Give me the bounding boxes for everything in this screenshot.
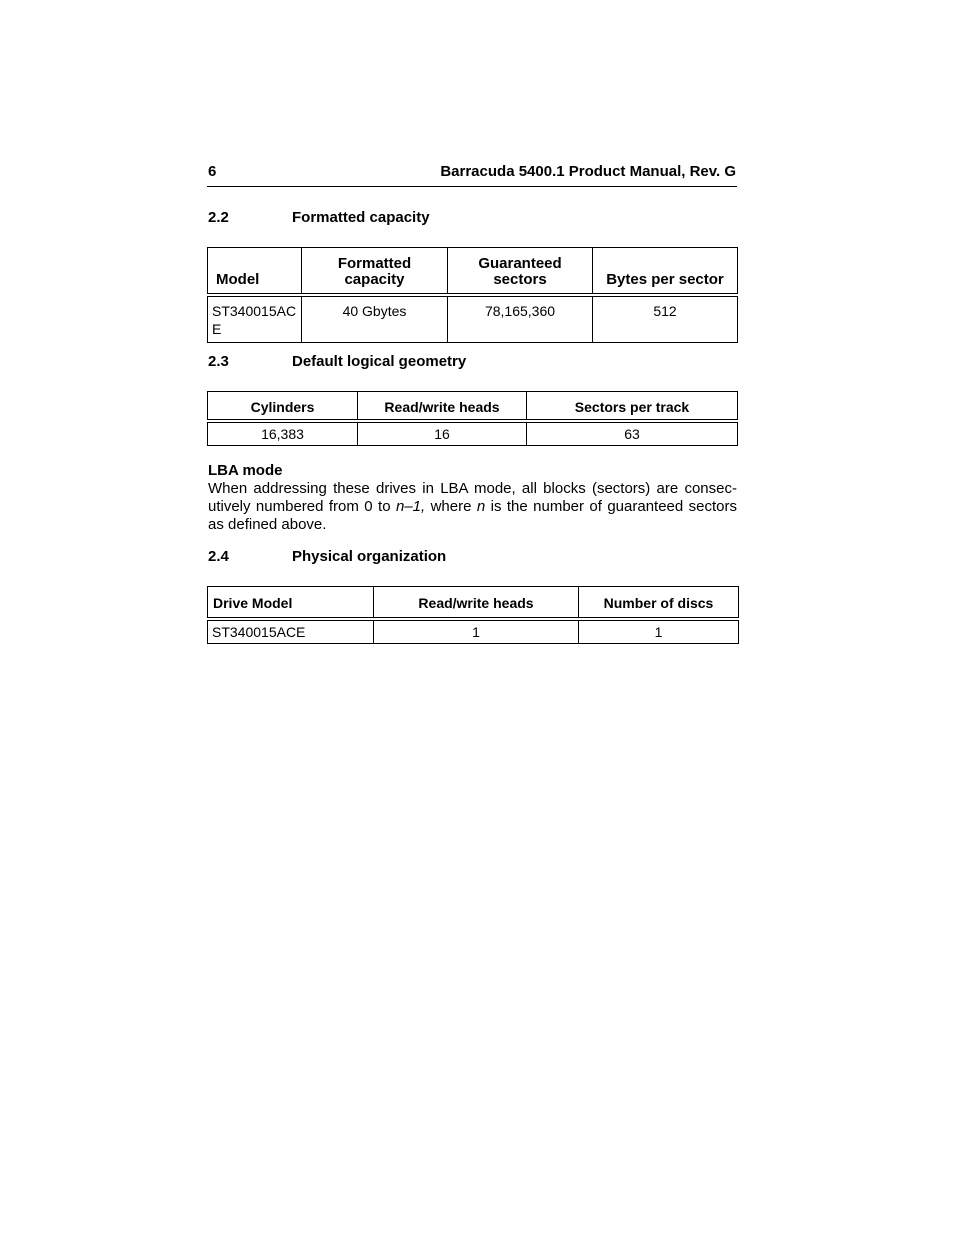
header-rule [207,186,737,187]
logical-geometry-table [207,391,738,446]
column-header: Drive Model [208,587,374,620]
column-header: Bytes per sector [593,248,738,296]
document-title: Barracuda 5400.1 Product Manual, Rev. G [440,163,736,180]
section-number-2-4: 2.4 [208,548,229,565]
lba-mode-paragraph [208,480,737,534]
formatted-capacity-table [207,247,738,343]
lba-text-part: where [425,498,477,515]
lba-mode-heading: LBA mode [208,462,283,479]
column-header: Sectors per track [527,392,738,422]
column-header: Model [208,248,302,296]
table-cell: 16,383 [208,421,358,446]
column-header: Number of discs [579,587,739,620]
table-cell: 1 [579,619,739,644]
physical-organization-table [207,586,739,644]
table-cell: 78,165,360 [448,295,593,343]
section-number-2-3: 2.3 [208,353,229,370]
lba-text-part: is the number of guaranteed sectors as defined above. [208,498,737,533]
table-row [208,295,738,343]
table-cell: 40 Gbytes [302,295,448,343]
section-title-physical-organization: Physical organization [292,548,447,565]
section-title-formatted-capacity: Formatted capacity [292,209,430,226]
column-header: Read/write heads [374,587,579,620]
section-number-2-2: 2.2 [208,209,229,226]
table-cell: 1 [374,619,579,644]
table-cell: 512 [593,295,738,343]
table-cell: ST340015ACE [208,619,374,644]
table-cell: ST340015ACE [208,295,302,343]
table-header-row [208,392,738,422]
table-row [208,619,739,644]
column-header: Read/write heads [358,392,527,422]
page-number: 6 [208,163,217,180]
column-header: Cylinders [208,392,358,422]
lba-n-minus-1: n–1, [395,498,426,515]
lba-n: n [476,498,486,515]
table-header-row [208,587,739,620]
table-row [208,421,738,446]
table-cell: 63 [527,421,738,446]
table-header-row [208,248,738,296]
section-title-default-logical-geometry: Default logical geometry [292,353,467,370]
column-header: Guaranteed sectors [448,248,593,296]
lba-text-part: When addressing these drives in LBA mode, all blocks (sectors) are consec-utively numbered from 0 to [208,480,737,515]
column-header: Formatted capacity [302,248,448,296]
table-cell: 16 [358,421,527,446]
